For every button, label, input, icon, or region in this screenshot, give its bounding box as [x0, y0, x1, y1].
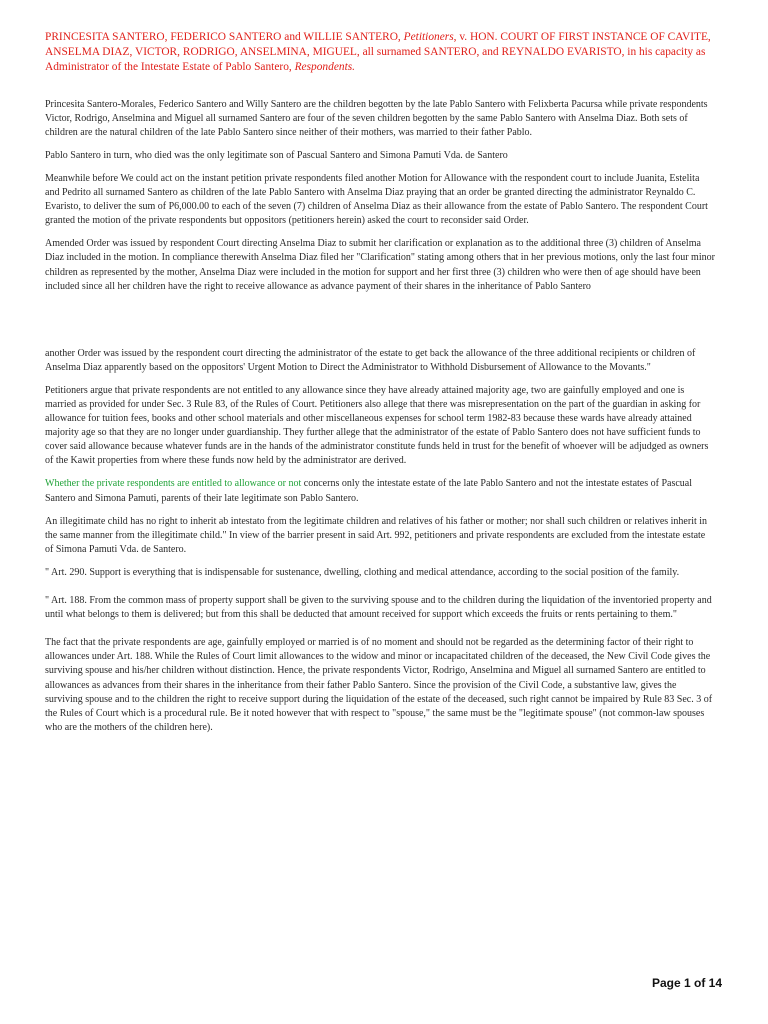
- caption-parties-petitioners: PRINCESITA SANTERO, FEDERICO SANTERO and WILLIE SANTERO,: [45, 31, 404, 43]
- paragraph-another-order: another Order was issued by the respondent court directing the administrator of the estate to get back the allowance of the three additional recipients or children of Anselma Diaz apparently based on the oppositors' Urgent Motion to Direct the Administrator to Withhold Disbursement of Allowance to the Movants.": [45, 347, 696, 373]
- blank-gap: [45, 303, 715, 347]
- paragraph-petitioners-argue: Petitioners argue that private respondents are not entitled to any allowance since they have already attained majority age, two are gainfully employed and one is married as provided for under Sec. 3 Rule 83, of the Rules of Court. Petitioners also allege that there was misrepresentation on the part of the guardian in asking for allowance for tuition fees, books and other school materials and other miscellaneous expenses for school term 1982-83 because these wards have already attained majority age so that they are no longer under guardianship. They further allege that the administrator of the estate of Pablo Santero does not have sufficient funds to cover said allowance because whatever funds are in the hands of the administrator constitute funds held in trust for the benefit of whoever will be adjudged as owners of the Kawit properties from where these funds now held by the administrator are derived.: [45, 384, 709, 467]
- case-caption: [45, 30, 715, 76]
- caption-respondents-label: Respondents.: [294, 61, 356, 74]
- document-page: [45, 30, 715, 744]
- highlighted-issue-text: Whether the private respondents are entitled to allowance or not: [45, 478, 302, 490]
- page-number: Page 1 of 14: [651, 976, 722, 990]
- paragraph-amended-order: Amended Order was issued by respondent Court directing Anselma Diaz to submit her clarification or explanation as to the additional three (3) children of Anselma Diaz included in the motion. In compliance therewith Anselma Diaz filed her "Clarification" stating among others that in her previous motions, only the last four minor children as represented by the mother, Anselma Diaz were included in the motion for support and her first three (3) children who were then of age should have been included since all her children have the right to receive allowance as advance payment of their shares in the inheritance of Pablo Santero: [45, 238, 715, 292]
- paragraph-illegitimate-child: An illegitimate child has no right to inherit ab intestato from the legitimate children and relatives of his father or mother; nor shall such children or relatives inherit in the same manner from the illegitimate child." In view of the barrier present in said Art. 992, petitioners and private respondents are excluded from the intestate estate of Simona Pamuti Vda. de Santero.: [45, 515, 708, 555]
- paragraph-motion-allowance: Meanwhile before We could act on the instant petition private respondents filed another Motion for Allowance with the respondent court to include Juanita, Estelita and Pedrito all surnamed Santero as children of the late Pablo Santero with Anselma Diaz praying that an order be granted directing the administrator Reynaldo C. Evaristo, to deliver the sum of P6,000.00 to each of the seven (7) children of Anselma Diaz as their allowance from the estate of Pablo Santero. The respondent Court granted the motion of the private respondents but oppositors (petitioners herein) asked the court to reconsider said Order.: [45, 172, 708, 227]
- caption-parties-respondents: , v. HON. COURT OF FIRST INSTANCE OF CAVITE, ANSELMA DIAZ, VICTOR, RODRIGO, ANSELMINA, MIGUEL, all surnamed SANTERO, and REYNALDO EVARISTO, in his capacity as Administrator of the Intestate Estate of Pablo Santero,: [45, 31, 711, 74]
- paragraph-conclusion: The fact that the private respondents are age, gainfully employed or married is of no moment and should not be regarded as the determining factor of their right to allowances under Art. 188. While the Rules of Court limit allowances to the widow and minor or incapacitated children of the deceased, the New Civil Code gives the surviving spouse and his/her children without distinction. Hence, the private respondents Victor, Rodrigo, Anselmina and Miguel all surnamed Santero are entitled to allowances as advances from their shares in the inheritance from their father Pablo Santero. Since the provision of the Civil Code, a substantive law, gives the surviving spouse and to the children the right to receive support during the liquidation of the estate of the deceased, such right cannot be impaired by Rule 83 Sec. 3 of the Rules of Court which is a procedural rule. Be it noted however that with respect to "spouse," the same must be the "legitimate spouse" (not common-law spouses who are the mothers of the children here).: [45, 637, 713, 733]
- paragraph-legitimate-son: Pablo Santero in turn, who died was the only legitimate son of Pascual Santero and Simona Pamuti Vda. de Santero: [45, 149, 508, 161]
- paragraph-issue: [45, 477, 715, 505]
- issue-rest-text: concerns only the intestate estate of the late Pablo Santero and not the intestate estates of Pascual Santero and Simona Pamuti, parents of their late legitimate son Pablo Santero.: [45, 478, 693, 504]
- paragraph-children: Princesita Santero-Morales, Federico Santero and Willy Santero are the children begotten by the late Pablo Santero with Felixberta Pacursa while private respondents Victor, Rodrigo, Anselmina and Miguel all surnamed Santero are four of the seven children begotten by the same Pablo Santero with Anselma Diaz. Both sets of children are the natural children of the late Pablo Santero since neither of their mothers, was married to their father Pablo.: [45, 98, 708, 138]
- caption-petitioners-label: Petitioners: [403, 31, 454, 43]
- paragraph-art-290: " Art. 290. Support is everything that is indispensable for sustenance, dwelling, clothing and medical attendance, according to the social position of the family.: [45, 566, 680, 578]
- paragraph-art-188: " Art. 188. From the common mass of property support shall be given to the surviving spouse and to the children during the liquidation of the inventoried property and until what belongs to them is delivered; but from this shall be deducted that amount received for support which exceeds the fruits or rents pertaining to them.": [45, 595, 712, 621]
